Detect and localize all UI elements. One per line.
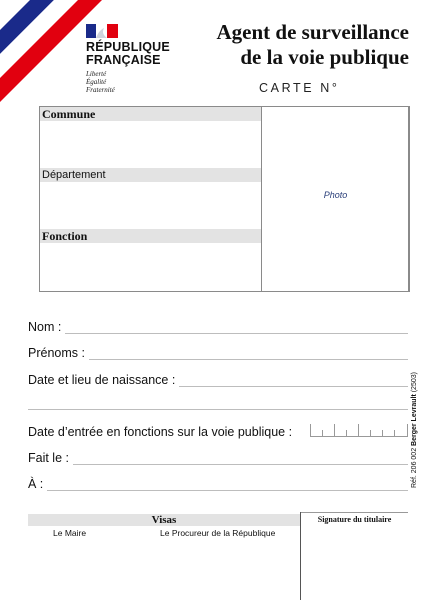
signature-header: Signature du titulaire <box>317 515 392 524</box>
naissance-line <box>179 375 408 387</box>
logo-motto: Liberté Égalité Fraternité <box>86 70 115 95</box>
identity-box <box>39 106 409 292</box>
a-field[interactable] <box>28 477 408 491</box>
prenoms-line <box>89 348 408 360</box>
departement-label: Département <box>40 168 261 182</box>
departement-field[interactable] <box>40 168 261 182</box>
a-label: À : <box>28 477 44 491</box>
marianne-flag-icon <box>86 24 118 38</box>
fait-le-field[interactable] <box>28 451 408 465</box>
date-entree-boxes[interactable] <box>310 425 408 437</box>
card-number-label: CARTE N° <box>259 81 340 95</box>
procureur-signature-label: Le Procureur de la République <box>160 528 276 538</box>
prenoms-field[interactable] <box>28 346 408 360</box>
photo-box[interactable] <box>261 106 410 292</box>
fait-le-line <box>73 453 408 465</box>
signature-top-border <box>300 512 408 513</box>
naissance-second-line[interactable] <box>28 409 408 410</box>
visas-header: Visas <box>28 514 300 526</box>
nom-field[interactable] <box>28 320 408 334</box>
naissance-label: Date et lieu de naissance : <box>28 373 176 387</box>
document-title: Agent de surveillance de la voie publique <box>216 20 409 69</box>
fonction-field[interactable] <box>40 229 261 243</box>
nom-line <box>65 322 408 334</box>
date-entree-label: Date d’entrée en fonctions sur la voie publique : <box>28 425 293 439</box>
date-entree-field[interactable] <box>28 425 310 439</box>
naissance-field[interactable] <box>28 373 408 387</box>
a-line <box>47 479 408 491</box>
maire-signature-label: Le Maire <box>53 528 87 538</box>
commune-field[interactable] <box>40 107 261 121</box>
fait-le-label: Fait le : <box>28 451 69 465</box>
fonction-label: Fonction <box>40 229 261 243</box>
logo-name: RÉPUBLIQUE FRANÇAISE <box>86 40 170 67</box>
nom-label: Nom : <box>28 320 62 334</box>
republique-francaise-logo <box>86 24 170 95</box>
photo-label: Photo <box>323 190 348 200</box>
reference-text: Réf. 206 002 Berger Levrault (2503) <box>411 372 418 488</box>
commune-label: Commune <box>40 107 261 121</box>
prenoms-label: Prénoms : <box>28 346 85 360</box>
